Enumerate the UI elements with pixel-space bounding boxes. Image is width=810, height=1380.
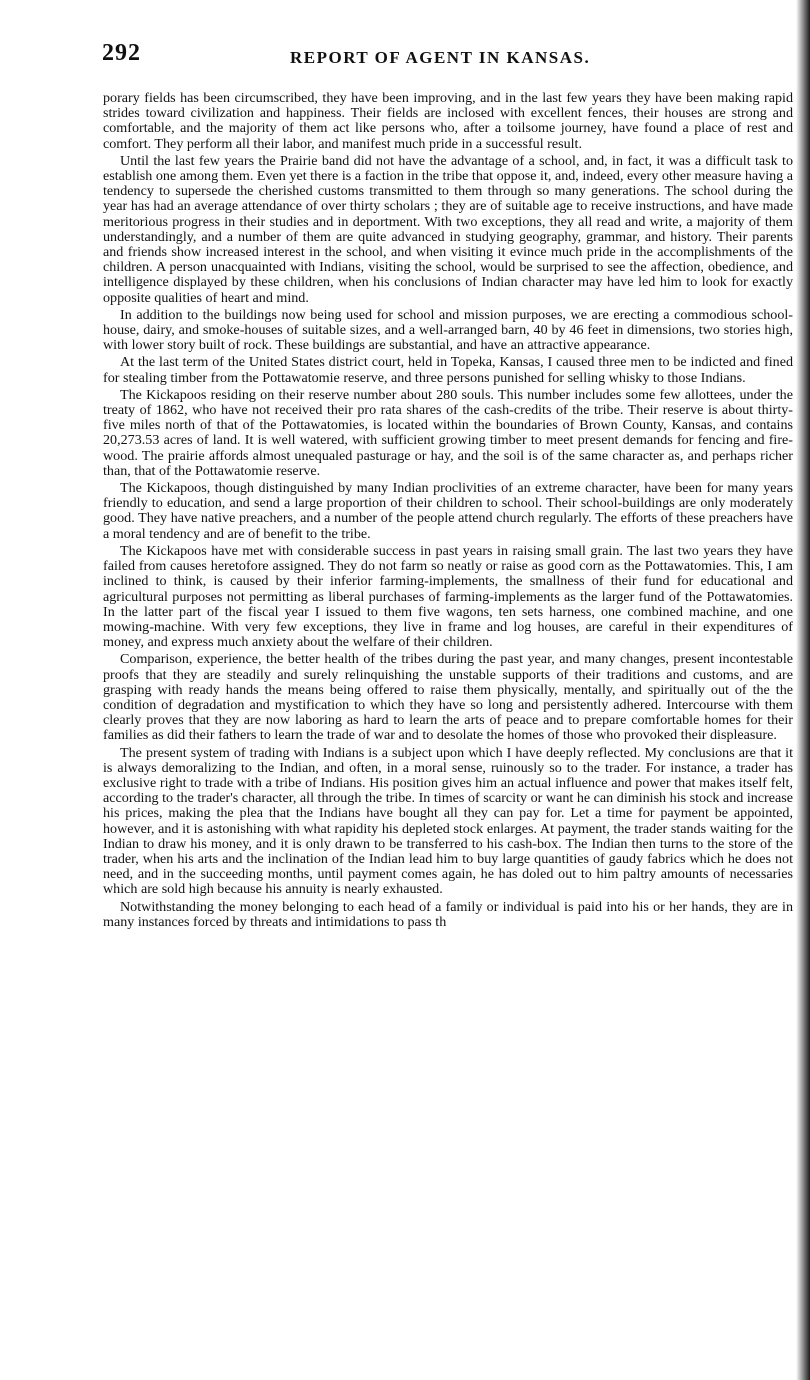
paragraph-9: The present system of trading with Indians is a subject upon which I have deeply reflected. My conclusions are that it is always demoralizing to the Indian, and often, in a moral sense, ruinously so to the trader. For instance, a trader has exclusive right to trade with a tribe of Indians. His position gives him an actual influence and power that makes itself felt, according to the trader's character, all through the tribe. In times of scarcity or want he can diminish his stock and increase his prices, making the plea that the Indians have bought all they can pay for. Let a time for payment be appointed, however, and it is astonishing with what rapidity his depleted stock enlarges. At payment, the trader stands waiting for the Indian to draw his money, and it is only drawn to be transferred to his cash-box. The Indian then turns to the store of the trader, when his arts and the inclination of the Indian lead him to buy large quantities of gaudy fabrics which he does not need, and in the succeeding months, until payment comes again, he has doled out to him paltry amounts of necessaries which are sold high because his annuity is nearly exhausted. <box>103 744 793 898</box>
paragraph-2: Until the last few years the Prairie band did not have the advantage of a school, and, in fact, it was a difficult task to establish one among them. Even yet there is a faction in the tribe that oppose it, and, indeed, every other measure having a tendency to supersede the cherished customs transmitted to them through so many generations. The school during the year has had an average attendance of over thirty scholars ; they are of suitable age to receive instructions, and have made meritorious progress in their studies and in deportment. With two exceptions, they all read and write, a majority of them understandingly, and a number of them are quite advanced in studying geography, grammar, and history. Their parents and friends show increased interest in the school, and when visiting it evince much pride in the accomplishments of the children. A person unacquainted with Indians, visiting the school, would be surprised to see the affection, obedience, and intelligence displayed by these children, when his conclusions of Indian character may have led him to look for exactly opposite qualities of heart and mind. <box>103 152 793 306</box>
running-title: REPORT OF AGENT IN KANSAS. <box>290 48 591 67</box>
paragraph-10: Notwithstanding the money belonging to each head of a family or individual is paid into his or her hands, they are in many instances forced by threats and intimidations to pass th <box>103 898 793 930</box>
paragraph-7: The Kickapoos have met with considerable success in past years in raising small grain. The last two years they have failed from causes heretofore assigned. They do not farm so neatly or raise as good corn as the Pottawatomies. This, I am inclined to think, is caused by their inferior farming-implements, the smallness of their fund for educational and agricultural purposes not permitting as liberal purchases of farming-implements as the larger fund of the Pottawatomies. In the latter part of the fiscal year I issued to them five wagons, ten sets harness, one combined machine, and one mowing-machine. With very few exceptions, they live in frame and log houses, are careful in their expenditures of money, and express much anxiety about the welfare of their children. <box>103 542 793 651</box>
page-edge-shadow <box>796 0 810 1380</box>
paragraph-6: The Kickapoos, though distinguished by many Indian proclivities of an extreme character, have been for many years friendly to education, and send a large proportion of their children to school. Their school-buildings are only moderately good. They have native preachers, and a number of the people attend church regularly. The efforts of these preachers have a moral tendency and are of benefit to the tribe. <box>103 480 793 542</box>
paragraph-5: The Kickapoos residing on their reserve number about 280 souls. This number includes some few allottees, under the treaty of 1862, who have not received their pro rata shares of the cash-credits of the tribe. Their reserve is about thirty-five miles north of that of the Pottawatomies, is located within the boundaries of Brown County, Kansas, and contains 20,273.53 acres of land. It is well watered, with sufficient growing timber to meet present demands for fencing and fire-wood. The prairie affords almost unequaled pasturage or hay, and the soil is of the same character as, and perhaps richer than, that of the Pottawatomie reserve. <box>103 386 793 479</box>
page-header <box>102 40 792 74</box>
paragraph-8: Comparison, experience, the better health of the tribes during the past year, and many changes, present incontestable proofs that they are steadily and surely relinquishing the unstable supports of their traditions and customs, and are grasping with ready hands the means being offered to raise them physically, mentally, and spiritually out of the the condition of degradation and mystification to which they have so long and persistently adhered. Intercourse with them clearly proves that they are now laboring as hard to learn the arts of peace and to prepare comfortable homes for their families as did their fathers to learn the trade of war and to desolate the homes of those who provoked their displeasure. <box>103 651 793 744</box>
page-number: 292 <box>102 40 141 66</box>
paragraph-3: In addition to the buildings now being used for school and mission purposes, we are erecting a commodious school-house, dairy, and smoke-houses of suitable sizes, and a well-arranged barn, 40 by 46 feet in dimensions, two stories high, with lower story built of rock. These buildings are substantial, and have an attractive appearance. <box>103 306 793 354</box>
body-text <box>103 91 793 932</box>
paragraph-4: At the last term of the United States district court, held in Topeka, Kansas, I caused three men to be indicted and fined for stealing timber from the Pottawatomie reserve, and three persons punished for selling whisky to those Indians. <box>103 354 793 386</box>
paragraph-1: porary fields has been circumscribed, they have been improving, and in the last few years they have been making rapid strides toward civilization and happiness. Their fields are inclosed with excellent fences, their houses are strong and comfortable, and the majority of them act like persons who, after a toilsome journey, have found a place of rest and comfort. They perform all their labor, and manifest much pride in a successful result. <box>103 90 793 152</box>
